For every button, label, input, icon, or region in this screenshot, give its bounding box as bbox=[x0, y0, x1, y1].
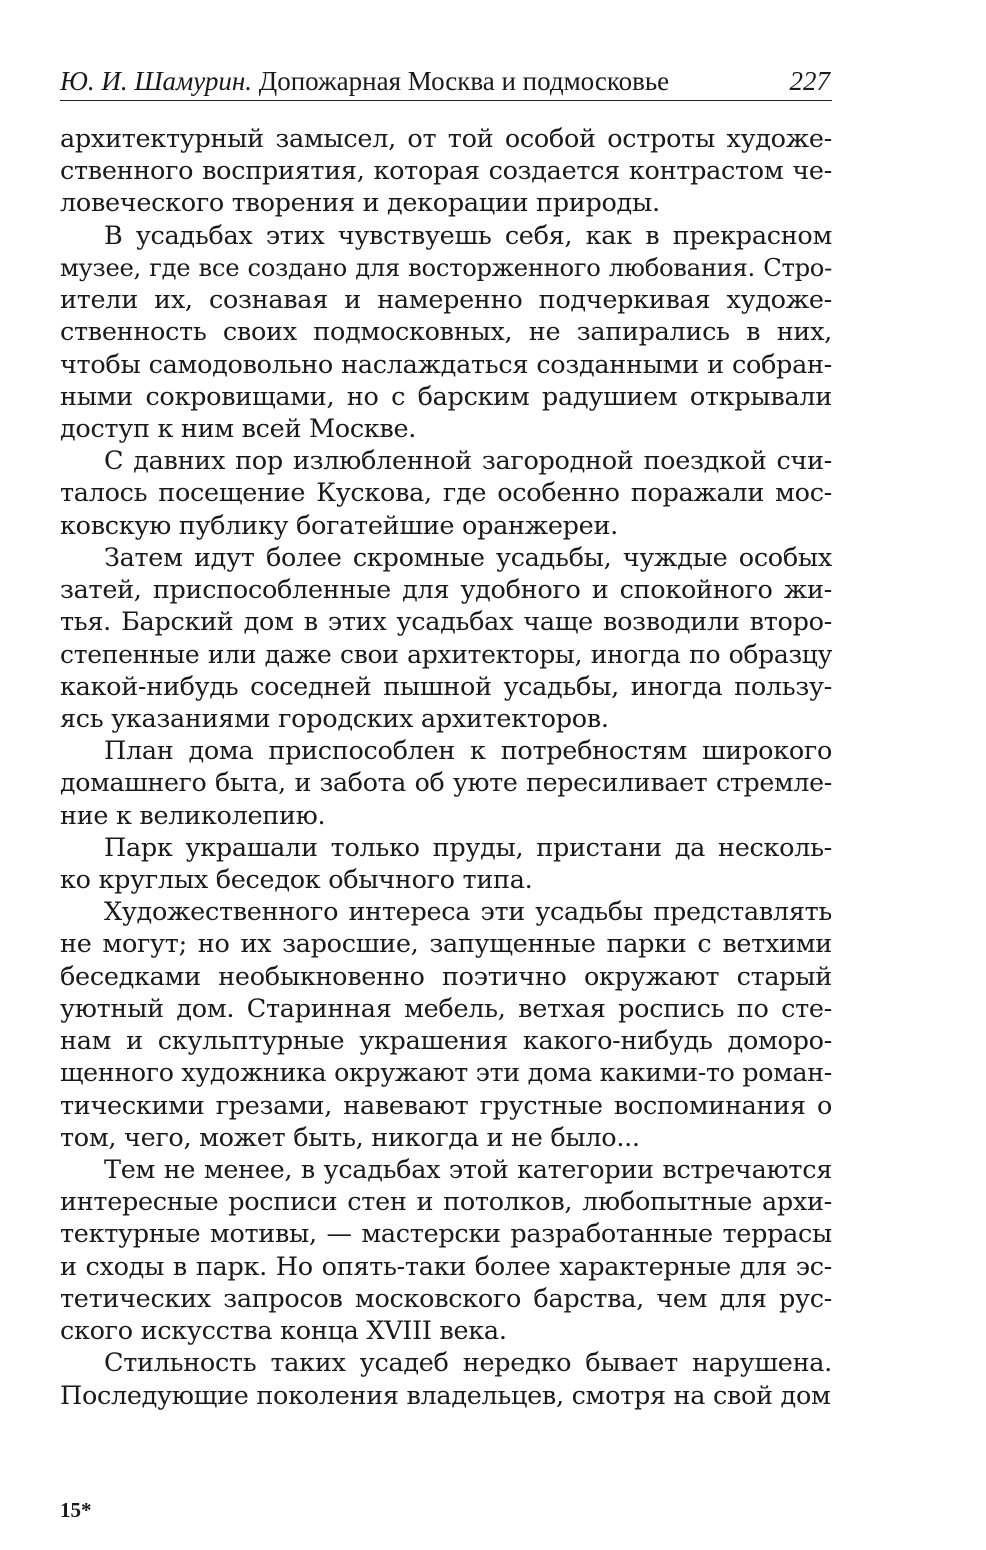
text-line: Последующие поколения владельцев, смотря на свой дом bbox=[60, 1380, 831, 1411]
text-line: ние к великолепию. bbox=[60, 800, 326, 831]
text-line: Парк украшали только пруды, пристани да несколь- bbox=[104, 832, 832, 863]
text-line: ственность своих подмосковных, не запирались в них, bbox=[60, 317, 832, 348]
paragraph bbox=[60, 735, 832, 832]
paragraph bbox=[60, 123, 832, 220]
text-line: тическими грезами, навевают грустные воспоминания о bbox=[60, 1090, 832, 1121]
text-line: интересные росписи стен и потолков, любопытные архи- bbox=[60, 1187, 832, 1218]
paragraph bbox=[60, 220, 832, 446]
text-line: уютный дом. Старинная мебель, ветхая роспись по сте- bbox=[60, 993, 832, 1024]
text-line: ского искусства конца XVIII века. bbox=[60, 1316, 507, 1347]
signature-mark: 15* bbox=[60, 1498, 92, 1522]
text-line: тья. Барский дом в этих усадьбах чаще возводили второ- bbox=[60, 607, 832, 638]
paragraph bbox=[60, 1154, 832, 1347]
text-line: музее, где все создано для восторженного любования. Стро- bbox=[60, 252, 832, 282]
text-line: ственного восприятия, которая создается контрастом че- bbox=[60, 156, 832, 187]
text-line: том, чего, может быть, никогда и не было... bbox=[60, 1122, 640, 1153]
text-line: План дома приспособлен к потребностям широкого bbox=[104, 736, 832, 767]
text-line: ясь указаниями городских архитекторов. bbox=[60, 703, 609, 734]
text-line: Художественного интереса эти усадьбы представлять bbox=[104, 897, 832, 928]
text-line: ковскую публику богатейшие оранжереи. bbox=[60, 510, 618, 541]
text-line: доступ к ним всей Москве. bbox=[60, 413, 417, 444]
paragraph bbox=[60, 1347, 832, 1411]
text-line: талось посещение Кускова, где особенно поражали мос- bbox=[60, 478, 832, 509]
paragraph bbox=[60, 445, 832, 542]
text-line: архитектурный замысел, от той особой остроты художе- bbox=[60, 124, 832, 154]
paragraph bbox=[60, 832, 832, 896]
text-line: В усадьбах этих чувствуешь себя, как в прекрасном bbox=[104, 220, 832, 251]
text-line: чтобы самодовольно наслаждаться созданными и собран- bbox=[60, 349, 832, 380]
text-line: Стильность таких усадеб нередко бывает нарушена. bbox=[104, 1348, 832, 1379]
text-line: и сходы в парк. Но опять-таки более характерные для эс- bbox=[60, 1251, 832, 1282]
text-line: беседками необыкновенно поэтично окружают старый bbox=[60, 961, 832, 992]
text-line: ными сокровищами, но с барским радушием открывали bbox=[60, 381, 832, 412]
body-text bbox=[60, 123, 832, 1412]
text-line: Затем идут более скромные усадьбы, чуждые особых bbox=[104, 542, 832, 573]
text-line: щенного художника окружают эти дома какими-то роман- bbox=[60, 1058, 832, 1088]
running-head-author: Ю. И. Шамурин. bbox=[60, 66, 253, 96]
text-line: не могут; но их заросшие, запущенные парки с ветхими bbox=[60, 929, 832, 960]
paragraph bbox=[60, 542, 832, 735]
text-line: тектурные мотивы, — мастерски разработанные террасы bbox=[60, 1219, 832, 1250]
text-line: ители их, сознавая и намеренно подчеркивая художе- bbox=[60, 285, 832, 316]
text-line: С давних пор излюбленной загородной поездкой счи- bbox=[104, 446, 832, 477]
text-line: степенные или даже свои архитекторы, иногда по образцу bbox=[60, 639, 832, 669]
running-head bbox=[60, 62, 832, 101]
text-line: тетических запросов московского барства, чем для рус- bbox=[60, 1283, 832, 1314]
text-line: какой-нибудь соседней пышной усадьбы, иногда пользу- bbox=[60, 671, 832, 702]
running-head-title: Допожарная Москва и подмосковье bbox=[258, 66, 670, 96]
paragraph bbox=[60, 896, 832, 1154]
page-number: 227 bbox=[789, 66, 830, 96]
text-line: ловеческого творения и декорации природы. bbox=[60, 188, 660, 219]
text-line: нам и скульптурные украшения какого-нибудь доморо- bbox=[60, 1026, 832, 1057]
text-line: Тем не менее, в усадьбах этой категории встречаются bbox=[104, 1155, 832, 1185]
text-line: затей, приспособленные для удобного и спокойного жи- bbox=[60, 575, 832, 606]
text-line: домашнего быта, и забота об уюте пересиливает стремле- bbox=[60, 768, 832, 798]
text-line: ко круглых беседок обычного типа. bbox=[60, 865, 533, 896]
